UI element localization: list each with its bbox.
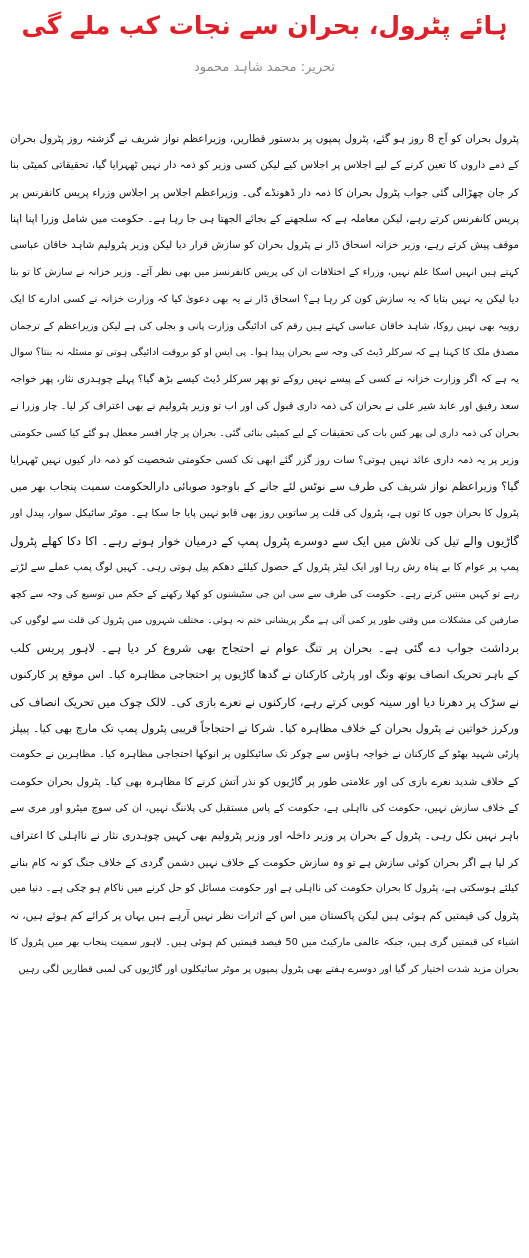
body-line: پٹرول کا بحران جوں کا توں ہے، پٹرول کی قلت پر ساتویں روز بھی قابو نہیں پایا جا سکا ہے۔ موٹر سائیکل سوار، پیدل اور	[10, 508, 519, 520]
body-line: بحران مزید شدت اختیار کر گیا اور دوسرے ہفتے بھی پٹرول پمپوں پر موٹر سائیکلوں اور گاڑیوں کی لمبی قطاریں لگی رہیں	[18, 963, 519, 975]
body-line: کے خلاف شدید نعرے بازی کی اور علامتی طور پر گاڑیوں کو نذر آتش کرنے کا مظاہرہ بھی کیا۔ پٹرول بحران حکومت	[10, 776, 519, 789]
body-line: دیا لیکن یہ نہیں بتایا کہ یہ سازش کون کر رہا ہے؟ اسحاق ڈار نے یہ بھی دعویٰ کیا کہ وزارت خزانہ نے کسی ادارے کا ایک	[10, 293, 519, 305]
body-line: موقف پیش کرتے رہے، وزیر خزانہ اسحاق ڈار نے پٹرول بحران کو سازش قرار دیا لیکن وزیر پٹرولیم شاہد خاقان عباسی	[10, 240, 519, 252]
article-body	[10, 126, 519, 984]
body-line: کر لیا ہے اگر بحران کوئی سازش ہے تو وہ سازش حکومت کے خلاف نہیں دشمن گردی کے خلاف جنگ کو نہ کام بنانے	[10, 856, 519, 869]
body-line: مصدق ملک کا کہنا ہے کہ سرکلر ڈیٹ کی وجہ سے بحران پیدا ہوا۔ پی ایس او کو بروقت ادائیگی ہوتی تو مسئلہ نہ بنتا؟ سوال	[10, 347, 519, 359]
body-line: بحران کی ذمہ داری لی پھر کس بات کی تحقیقات کے لیے کمیٹی بنائی گئی۔ بحران پر چار افسر معطل ہو گئے کیا کسی حکومتی	[10, 427, 519, 439]
body-line: وزیر پر یہ ذمہ داری عائد نہیں ہوتی؟ سات روز گزر گئے ابھی تک کسی حکومتی شخصیت کو ذمہ دار کیوں نہیں ٹھہرایا	[10, 454, 519, 466]
body-line: اشیاء کی قیمتیں گری ہیں، جبکہ عالمی مارکیٹ میں 50 فیصد قیمتیں کم ہوئی ہیں۔ لاہور سمیت پنجاب بھر میں پٹرول کا	[10, 936, 519, 948]
body-line: کے باہر تحریک انصاف یوتھ ونگ اور پارٹی کارکنان نے گدھا گاڑیوں پر احتجاجی مظاہرہ کیا۔ اس موقع پر کارکنوں	[10, 667, 519, 681]
body-line: پمپ پر عوام کا بے پناہ رش رہا اور ایک لیٹر پٹرول کے حصول کیلئے دھکم پیل ہوتی رہی۔ کہیں لوگ پمپ عملے سے لڑتے	[10, 561, 519, 573]
header-spacer	[10, 82, 519, 126]
article-headline: ہائے پٹرول، بحران سے نجات کب ملے گی	[21, 11, 508, 40]
body-line: کر جان چھڑالی گئی جواب پٹرول بحران کا ذمہ دار ڈھونڈے گی۔ وزیراعظم اجلاس پر اجلاس وزراء پریس کانفرنس پر	[10, 186, 519, 199]
body-line: رہے تو کہیں منتیں کرتے رہے۔ حکومت کی طرف سے سی این جی سٹیشنوں کو کھلا رکھنے کے حکم میں توسیع کی وجہ سے کچھ	[10, 588, 519, 600]
article-byline: تحریر: محمد شاہد محمود	[193, 60, 336, 75]
body-line: پٹرول کی قیمتیں کم ہوئی ہیں لیکن پاکستان میں اس کے اثرات نظر نہیں آرہے ہیں یہاں پر کرائے کم ہوئے ہیں، نہ	[10, 910, 519, 923]
body-line: گاڑیوں والے تیل کی تلاش میں ایک سے دوسرے پٹرول پمپ کے درمیان خوار ہوتے رہے۔ اکا دکا کھلے پٹرول	[10, 533, 519, 548]
body-line: گیا؟ وزیراعظم نواز شریف کی طرف سے نوٹس لئے جانے کے باوجود صوبائی دارالحکومت سمیت پنجاب بھر میں	[10, 480, 519, 494]
body-line: پریس کانفرنس کرتے رہے، لیکن معاملہ ہے کہ سلجھنے کے بجائے الجھتا ہی جا رہا ہے۔ حکومت میں شامل وزرا اپنا اپنا	[10, 213, 519, 226]
body-line: روپیہ بھی نہیں روکا، شاہد خاقان عباسی کہتے ہیں رقم کی ادائیگی وزارت پانی و بجلی کی ہے لیکن وزیراعظم کے ترجمان	[10, 320, 519, 332]
body-line: نے سڑک پر دھرنا دیا اور سینہ کوبی کرتے رہے، کارکنوں نے نعرے بازی کی۔ لالک چوک میں تحریک انصاف کی	[10, 694, 519, 709]
body-line: سعد رفیق اور عابد شیر علی نے بحران کی ذمہ داری قبول کی اور اب تو وزیر پٹرولیم نے بھی اعتراف کر لیا۔ چار وزرا نے	[10, 400, 519, 412]
body-line: کہتے ہیں انہیں اسکا علم نہیں، وزراء کے اختلافات ان کی پریس کانفرنسز میں بھی نظر آئے۔ وزیر خزانہ نے سازش کا تو بتا	[10, 266, 519, 278]
body-line: پٹرول بحران کو آج 8 روز ہو گئے، پٹرول پمپوں پر بدستور قطاریں، وزیراعظم نواز شریف نے گزشتہ روز پٹرول بحران	[10, 133, 519, 145]
body-line: پارٹی شہید بھٹو کے کارکنان نے خواجہ ہاؤس سے چوکر تک سائیکلوں پر انوکھا احتجاجی مظاہرہ کیا۔ مظاہرین نے حکومت	[10, 749, 519, 761]
body-line: یہ ہے کہ اگر وزارت خزانہ نے کسی کے پیسے نہیں روکے تو پھر سرکلر ڈیٹ کیسے بڑھ گیا؟ پہلے چوہدری نثار، پھر خواجہ	[10, 374, 519, 386]
body-line: صارفین کی مشکلات میں وقتی طور پر کمی آئی ہے مگر پریشانی ختم نہ ہوئی۔ مختلف شہروں میں پٹرول کی قلت سے لوگوں کی	[10, 615, 519, 627]
body-line: کے ذمے داروں کا تعین کرنے کے لیے اجلاس پر اجلاس کیے لیکن کسی وزیر کو ذمہ دار نہیں ٹھہرایا گیا، تحقیقاتی کمیٹی بنا	[10, 159, 519, 171]
body-line: کیلئے ہوسکتی ہے، پٹرول کا بحران حکومت کی نااہلی ہے اور حکومت مسائل کو حل کرنے میں ناکام ہو چکی ہے۔ دنیا میں	[10, 883, 519, 895]
body-line: باہر نہیں نکل رہی۔ پٹرول کے بحران پر وزیر داخلہ اور وزیر پٹرولیم بھی کہیں چوہدری نثار نے نااہلی کا اعتراف	[10, 828, 519, 842]
body-line: کے خلاف سازش نہیں، حکومت کی نااہلی ہے، حکومت کے پاس مستقبل کی پلاننگ نہیں، ان کی سوچ میٹرو اور مری سے	[10, 802, 519, 814]
body-line: ورکرز خواتین نے پٹرول بحران کے خلاف مظاہرہ کیا۔ شرکا نے احتجاجاً قریبی پٹرول پمپ تک مارچ بھی کیا۔ پیپلز	[10, 721, 519, 735]
body-line: برداشت جواب دے گئی ہے۔ بحران پر تنگ عوام نے احتجاج بھی شروع کر دیا ہے۔ لاہور پریس کلب	[10, 641, 519, 656]
